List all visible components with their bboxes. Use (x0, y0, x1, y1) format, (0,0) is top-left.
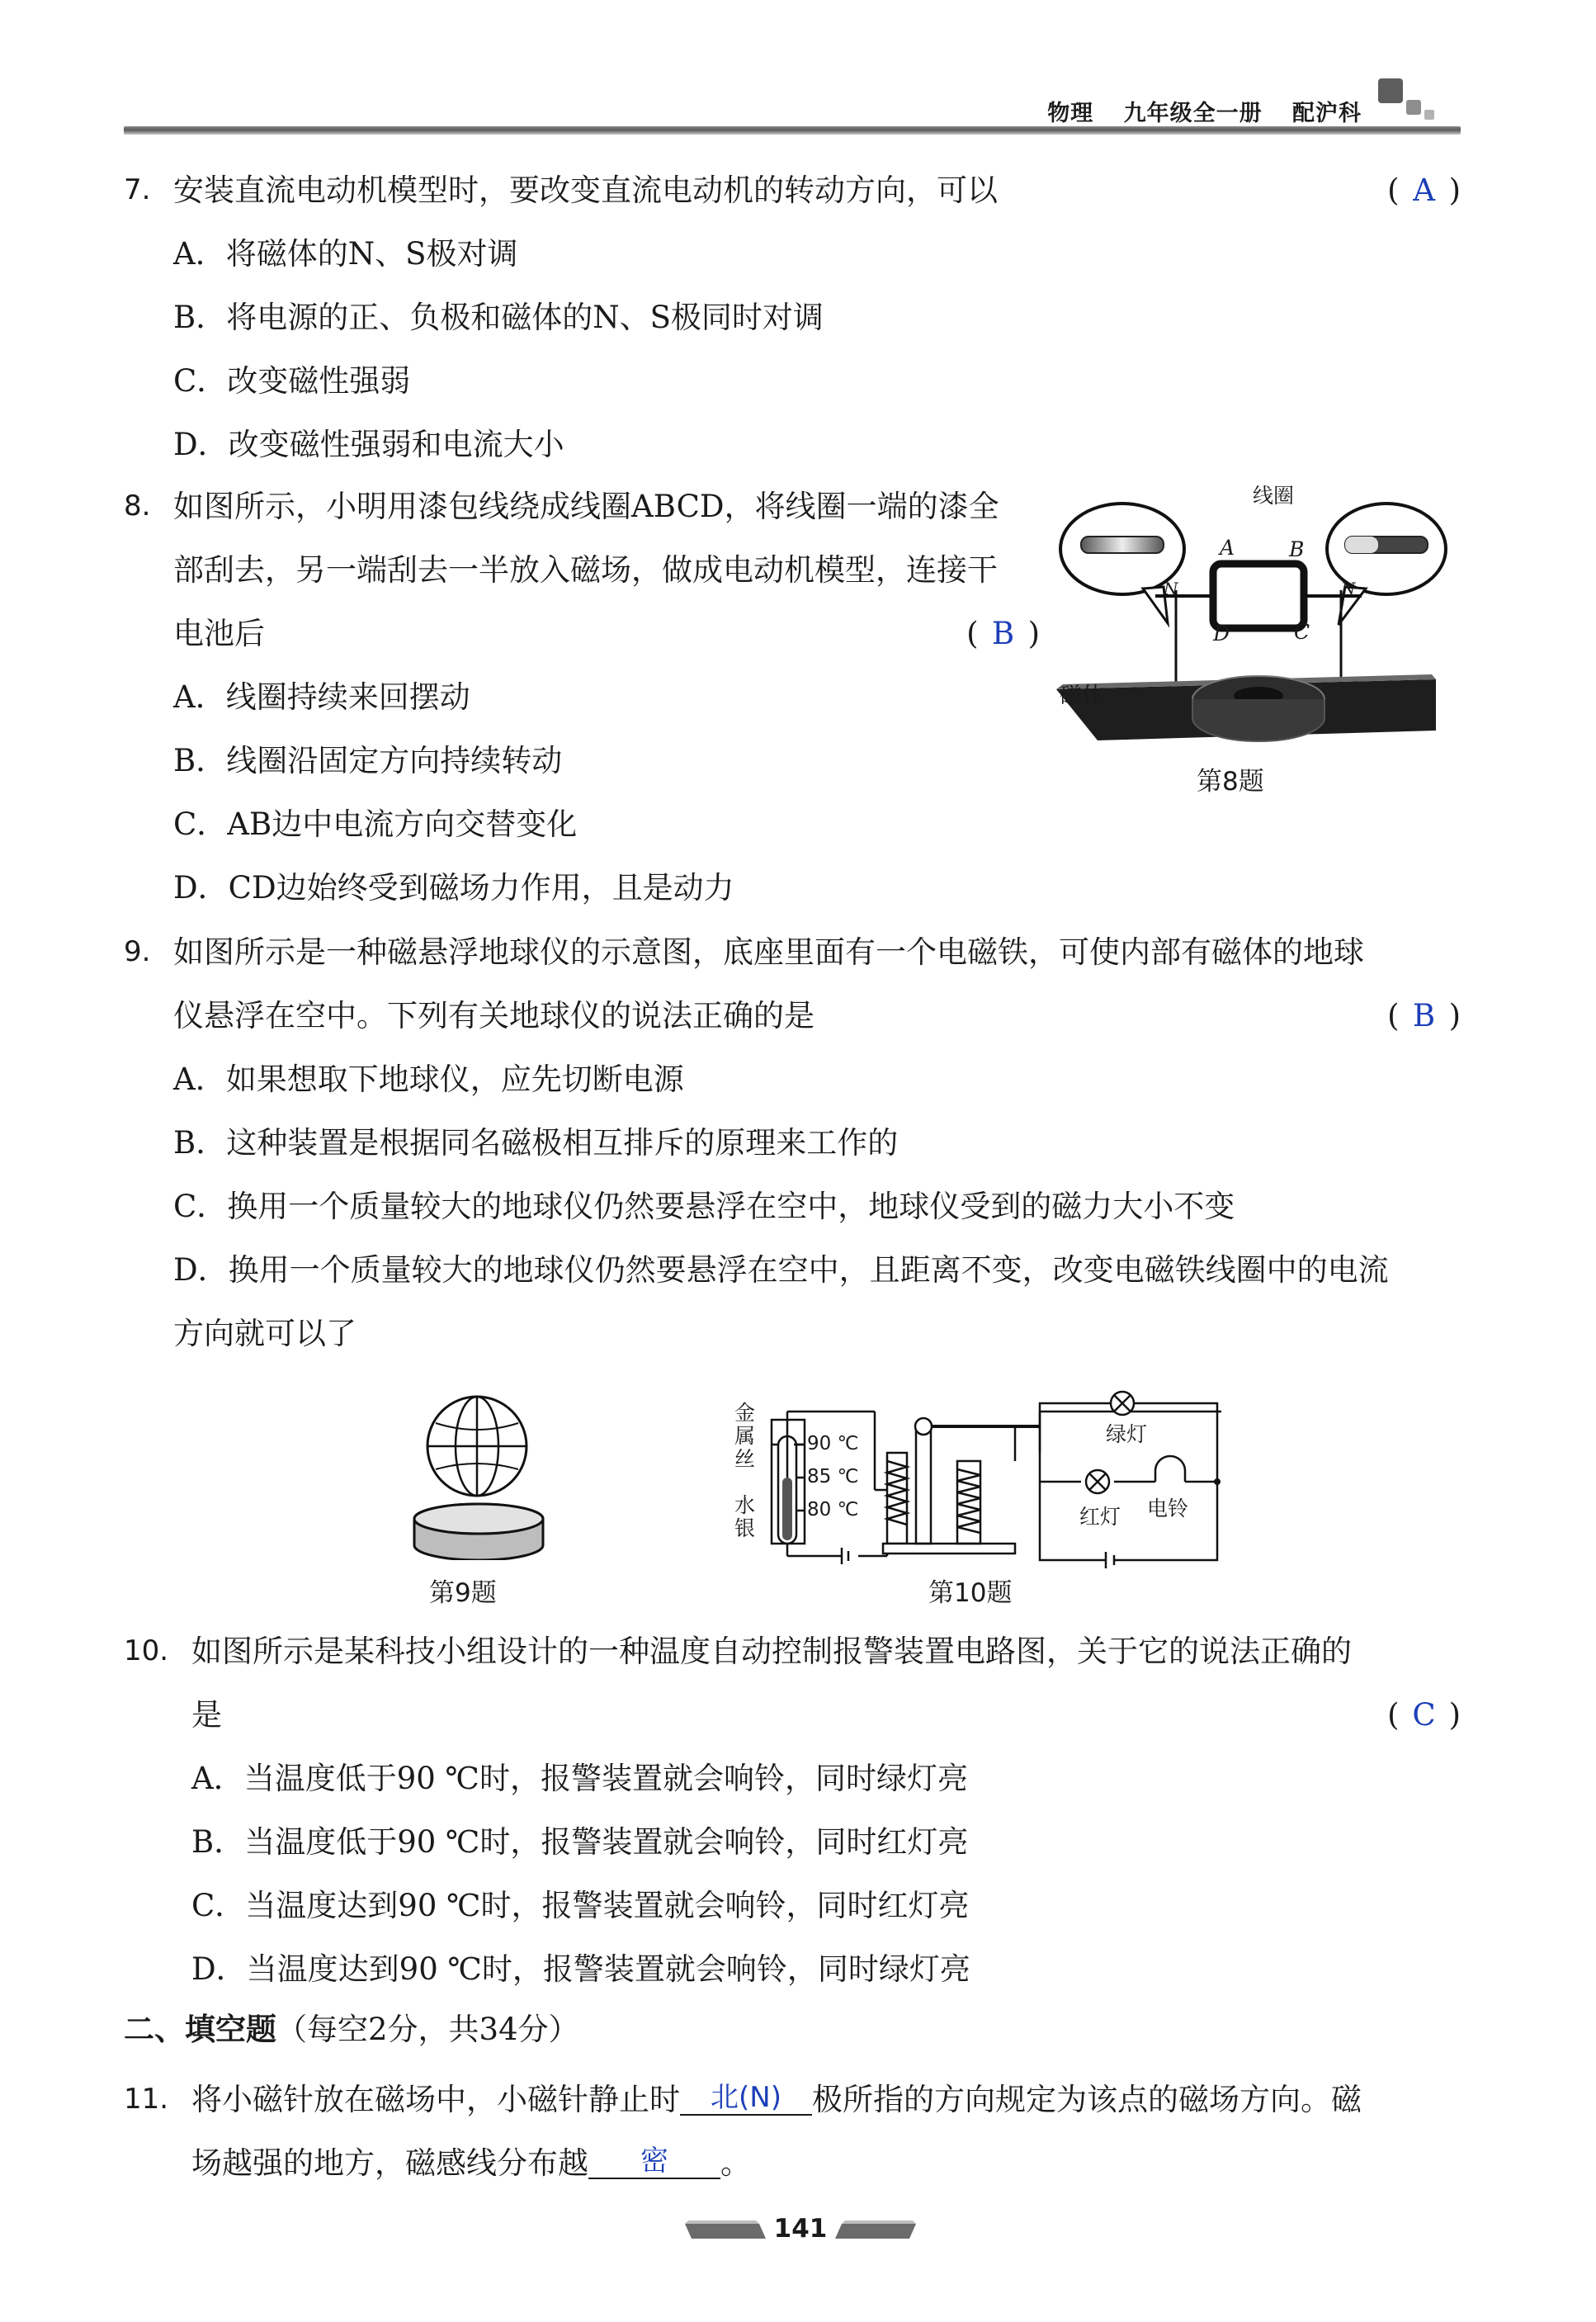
blank-1: 北(N) (680, 2081, 812, 2116)
figure-9 (404, 1395, 553, 1610)
figure-8-caption: 第8题 (1197, 767, 1264, 797)
option-a: A．将磁体的N、S极对调 (173, 236, 518, 272)
pole-left-label: N (1164, 579, 1178, 598)
answer-bracket: ( B ) (1387, 984, 1461, 1048)
section-fill-in (124, 2004, 579, 2049)
question-number: 7. (124, 173, 151, 206)
section-title: 二、填空题 (124, 2012, 276, 2047)
temp-80-label: 80 ℃ (807, 1499, 859, 1520)
answer-letter: A (1413, 173, 1435, 208)
option-c: C．换用一个质量较大的地球仪仍然要悬浮在空中，地球仪受到的磁力大小不变 (173, 1189, 1235, 1224)
question-stem-line: 电池后 ( B ) (173, 602, 1032, 665)
maglev-globe-figure (404, 1395, 553, 1560)
corner-c-label: C (1294, 620, 1310, 644)
question-10 (124, 1620, 1461, 2001)
option-d: D．CD边始终受到磁场力作用，且是动力 (173, 870, 734, 906)
option-c: C．AB边中电流方向交替变化 (173, 806, 578, 842)
header-subject: 物理 (1047, 101, 1094, 126)
figure-9-caption: 第9题 (429, 1578, 497, 1608)
question-stem-line: 场越强的地方，磁感线分布越 密 。 (191, 2145, 751, 2181)
blank-2: 密 (588, 2145, 720, 2179)
answer-bracket: ( C ) (1387, 1683, 1461, 1747)
question-stem-line: 如图所示是某科技小组设计的一种温度自动控制报警装置电路图，关于它的说法正确的 (191, 1634, 1352, 1669)
page-number: 141 (773, 2214, 828, 2244)
header-grade: 九年级全一册 (1123, 101, 1263, 126)
option-d-continued: 方向就可以了 (173, 1316, 357, 1351)
option-d: D．当温度达到90 ℃时，报警装置就会响铃，同时绿灯亮 (191, 1951, 970, 1987)
corner-a-label: A (1220, 536, 1235, 560)
question-number: 8. (124, 489, 151, 523)
coil-label: 线圈 (1253, 484, 1295, 508)
question-number: 9. (124, 935, 151, 968)
answer-letter: C (1412, 1697, 1436, 1733)
option-a: A．如果想取下地球仪，应先切断电源 (173, 1062, 684, 1097)
magnet-label: 磁体 (1060, 683, 1104, 709)
page-footer (677, 2214, 924, 2247)
header-edition: 配沪科 (1292, 101, 1362, 126)
answer-bracket: ( A ) (1387, 158, 1461, 222)
header-titles (1026, 95, 1362, 127)
question-stem-line: 是 ( C ) (191, 1683, 1461, 1747)
answer-letter: B (1412, 998, 1436, 1033)
section-note: （每空2分，共34分） (276, 2012, 579, 2047)
green-lamp-label: 绿灯 (1106, 1422, 1148, 1446)
question-8 (124, 475, 1040, 920)
red-lamp-label: 红灯 (1079, 1505, 1121, 1529)
option-b: B．当温度低于90 ℃时，报警装置就会响铃，同时红灯亮 (191, 1824, 969, 1860)
question-stem-line: 部刮去，另一端刮去一半放入磁场，做成电动机模型，连接干 (173, 552, 998, 588)
question-9 (124, 920, 1461, 1365)
temp-90-label: 90 ℃ (807, 1433, 859, 1454)
corner-d-label: D (1213, 622, 1230, 646)
option-b: B．将电源的正、负极和磁体的N、S极同时对调 (173, 300, 824, 335)
question-stem-line: 将小磁针放在磁场中，小磁针静止时 北(N) 极所指的方向规定为该点的磁场方向。磁 (191, 2081, 1362, 2117)
corner-b-label: B (1289, 537, 1305, 561)
answer-letter: B (991, 616, 1015, 651)
question-number: 10. (124, 1634, 169, 1667)
page-header (124, 78, 1461, 136)
option-a: A．线圈持续来回摆动 (173, 679, 470, 715)
question-number: 11. (124, 2083, 169, 2116)
answer-bracket: ( B ) (966, 602, 1040, 665)
temperature-alarm-circuit (726, 1387, 1221, 1568)
header-rule (124, 126, 1461, 135)
question-stem: 安装直流电动机模型时，要改变直流电动机的转动方向，可以 ( A ) (173, 158, 1461, 222)
option-d: D．改变磁性强弱和电流大小 (173, 427, 564, 462)
question-stem-line: 如图所示，小明用漆包线绕成线圈ABCD，将线圈一端的漆全 (173, 489, 999, 524)
option-b: B．这种装置是根据同名磁极相互排斥的原理来工作的 (173, 1125, 899, 1161)
option-c: C．改变磁性强弱 (173, 363, 411, 399)
figure-10-caption: 第10题 (928, 1578, 1013, 1608)
figure-10 (726, 1387, 1221, 1610)
metal-wire-label: 金属丝 (734, 1401, 756, 1471)
option-d: D．换用一个质量较大的地球仪仍然要悬浮在空中，且距离不变，改变电磁铁线圈中的电流 (173, 1252, 1389, 1288)
question-7 (124, 158, 1461, 476)
question-11 (124, 2068, 1461, 2195)
bell-label: 电铃 (1147, 1497, 1189, 1520)
header-squares-icon (1370, 78, 1461, 128)
question-stem-line: 仪悬浮在空中。下列有关地球仪的说法正确的是 ( B ) (173, 984, 1461, 1048)
motor-model-figure (1048, 483, 1461, 764)
option-c: C．当温度达到90 ℃时，报警装置就会响铃，同时红灯亮 (191, 1888, 970, 1923)
temp-85-label: 85 ℃ (807, 1466, 859, 1487)
option-b: B．线圈沿固定方向持续转动 (173, 743, 563, 778)
figure-8 (1048, 483, 1461, 813)
option-a: A．当温度低于90 ℃时，报警装置就会响铃，同时绿灯亮 (191, 1761, 968, 1796)
mercury-label: 水银 (734, 1493, 756, 1540)
question-stem-line: 如图所示是一种磁悬浮地球仪的示意图，底座里面有一个电磁铁，可使内部有磁体的地球 (173, 934, 1364, 970)
pole-right-label: N (1341, 579, 1356, 598)
